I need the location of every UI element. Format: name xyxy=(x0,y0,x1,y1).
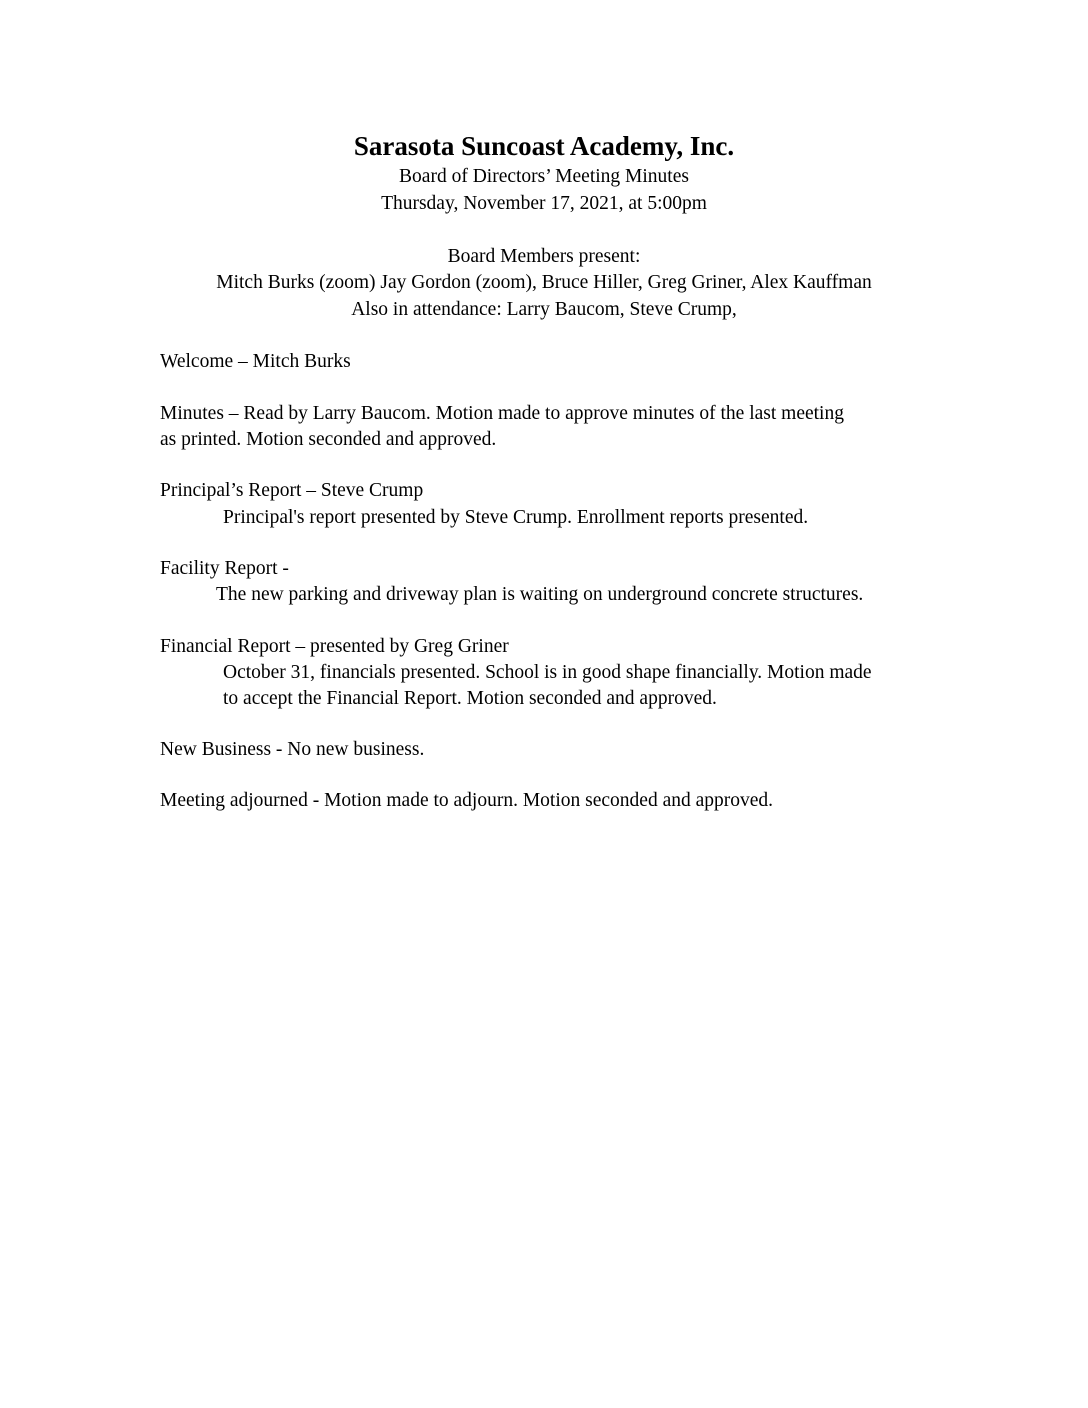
facility-report-heading: Facility Report - xyxy=(160,558,289,579)
financial-report-heading: Financial Report – presented by Greg Griner xyxy=(160,636,509,657)
also-in-attendance: Also in attendance: Larry Baucom, Steve Crump, xyxy=(351,299,737,320)
attendance-heading: Board Members present: xyxy=(447,246,641,267)
principal-report-body: Principal's report presented by Steve Crump. Enrollment reports presented. xyxy=(223,507,809,528)
meeting-date: Thursday, November 17, 2021, at 5:00pm xyxy=(381,193,707,214)
welcome-item: Welcome – Mitch Burks xyxy=(160,351,351,372)
financial-report-body-line2: to accept the Financial Report. Motion seconded and approved. xyxy=(223,688,717,709)
board-members-list: Mitch Burks (zoom) Jay Gordon (zoom), Bruce Hiller, Greg Griner, Alex Kauffman xyxy=(216,272,872,293)
minutes-item-line2: as printed. Motion seconded and approved. xyxy=(160,429,497,450)
new-business-item: New Business - No new business. xyxy=(160,739,425,760)
document-title: Sarasota Suncoast Academy, Inc. xyxy=(353,131,735,161)
document-subtitle: Board of Directors’ Meeting Minutes xyxy=(399,166,689,187)
facility-report-body: The new parking and driveway plan is waiting on underground concrete structures. xyxy=(216,584,864,605)
minutes-item-line1: Minutes – Read by Larry Baucom. Motion made to approve minutes of the last meeting xyxy=(160,403,844,424)
meeting-adjourned-item: Meeting adjourned - Motion made to adjourn. Motion seconded and approved. xyxy=(160,790,774,811)
financial-report-body-line1: October 31, financials presented. School is in good shape financially. Motion made xyxy=(223,662,872,683)
principal-report-heading: Principal’s Report – Steve Crump xyxy=(160,480,424,501)
